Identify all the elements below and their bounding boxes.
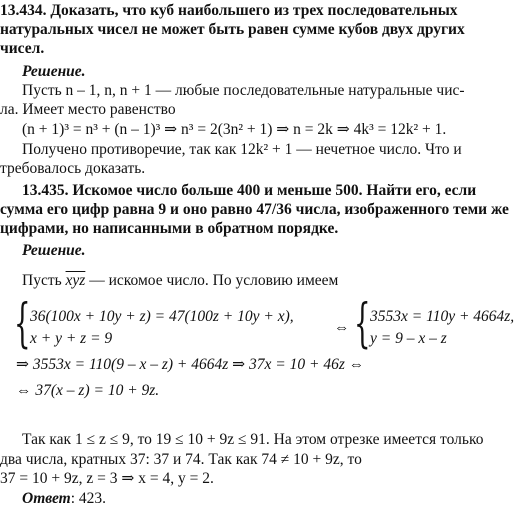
- answer-value: : 423.: [70, 490, 107, 507]
- answer-label: Ответ: [22, 490, 71, 507]
- overlined-number: $\overline{xyz}$: [65, 272, 86, 289]
- solution-label: Решение.: [22, 63, 86, 80]
- solution-label: Решение.: [22, 242, 86, 259]
- system-1-row-2: x + y + z = 9: [30, 330, 113, 347]
- solution-text-line: Получено противоречие, так как 12k² + 1 — нечетное число. Что и: [22, 141, 462, 158]
- equivalence-arrow: ⇔: [334, 319, 350, 336]
- problem-434-statement-line-2: натуральных чисел не может быть равен сумме кубов двух других: [0, 21, 465, 38]
- derivation-line-2: ⇔ 37(x – z) = 10 + 9z.: [16, 382, 160, 399]
- solution-text-line: Пусть n – 1, n, n + 1 — любые последовательные натуральные чис-: [22, 82, 465, 99]
- solution-text-line: ла. Имеет место равенство: [0, 101, 176, 118]
- problem-435-statement-line-1: 13.435. Искомое число больше 400 и меньше 500. Найти его, если: [22, 182, 477, 199]
- system-2-row-2: y = 9 – x – z: [370, 330, 447, 347]
- derivation-line-1: ⇒ 3553x = 110(9 – x – z) + 4664z ⇒ 37x = 10 + 46z ⇔: [16, 356, 365, 373]
- problem-435-statement-line-3: цифрами, но написанными в обратном порядке.: [0, 220, 339, 237]
- problem-number: 13.435.: [22, 182, 69, 199]
- left-brace: {: [14, 294, 31, 354]
- problem-434-statement-line-3: чисел.: [0, 40, 45, 57]
- solution-text-line: требовалось доказать.: [0, 160, 146, 177]
- system-1-row-1: 36(100x + 10y + z) = 47(100z + 10y + x),: [30, 308, 294, 325]
- system-2-row-1: 3553x = 110y + 4664z,: [370, 308, 515, 325]
- answer-line: [22, 490, 106, 508]
- problem-434-statement-line-1: 13.434. Доказать, что куб наибольшего из трех последовательных: [0, 2, 458, 19]
- conclusion-line-3: 37 = 10 + 9z, z = 3 ⇒ x = 4, y = 2.: [0, 470, 214, 487]
- conclusion-line-2: два числа, кратных 37: 37 и 74. Так как 74 ≠ 10 + 9z, то: [0, 451, 362, 468]
- problem-number: 13.434.: [0, 2, 47, 19]
- problem-435-statement-line-2: сумма его цифр равна 9 и оно равно 47/36 числа, изображенного теми же: [0, 201, 509, 218]
- conclusion-line-1: Так как 1 ≤ z ≤ 9, то 19 ≤ 10 + 9z ≤ 91. На этом отрезке имеется только: [22, 431, 484, 448]
- equation-line: (n + 1)³ = n³ + (n – 1)³ ⇒ n³ = 2(3n² + 1) ⇒ n = 2k ⇒ 4k³ = 12k² + 1.: [22, 121, 447, 138]
- solution-text-line: Пусть $\overline{xyz}$ — искомое число. По условию имеем: [22, 272, 339, 289]
- left-brace: {: [354, 294, 371, 354]
